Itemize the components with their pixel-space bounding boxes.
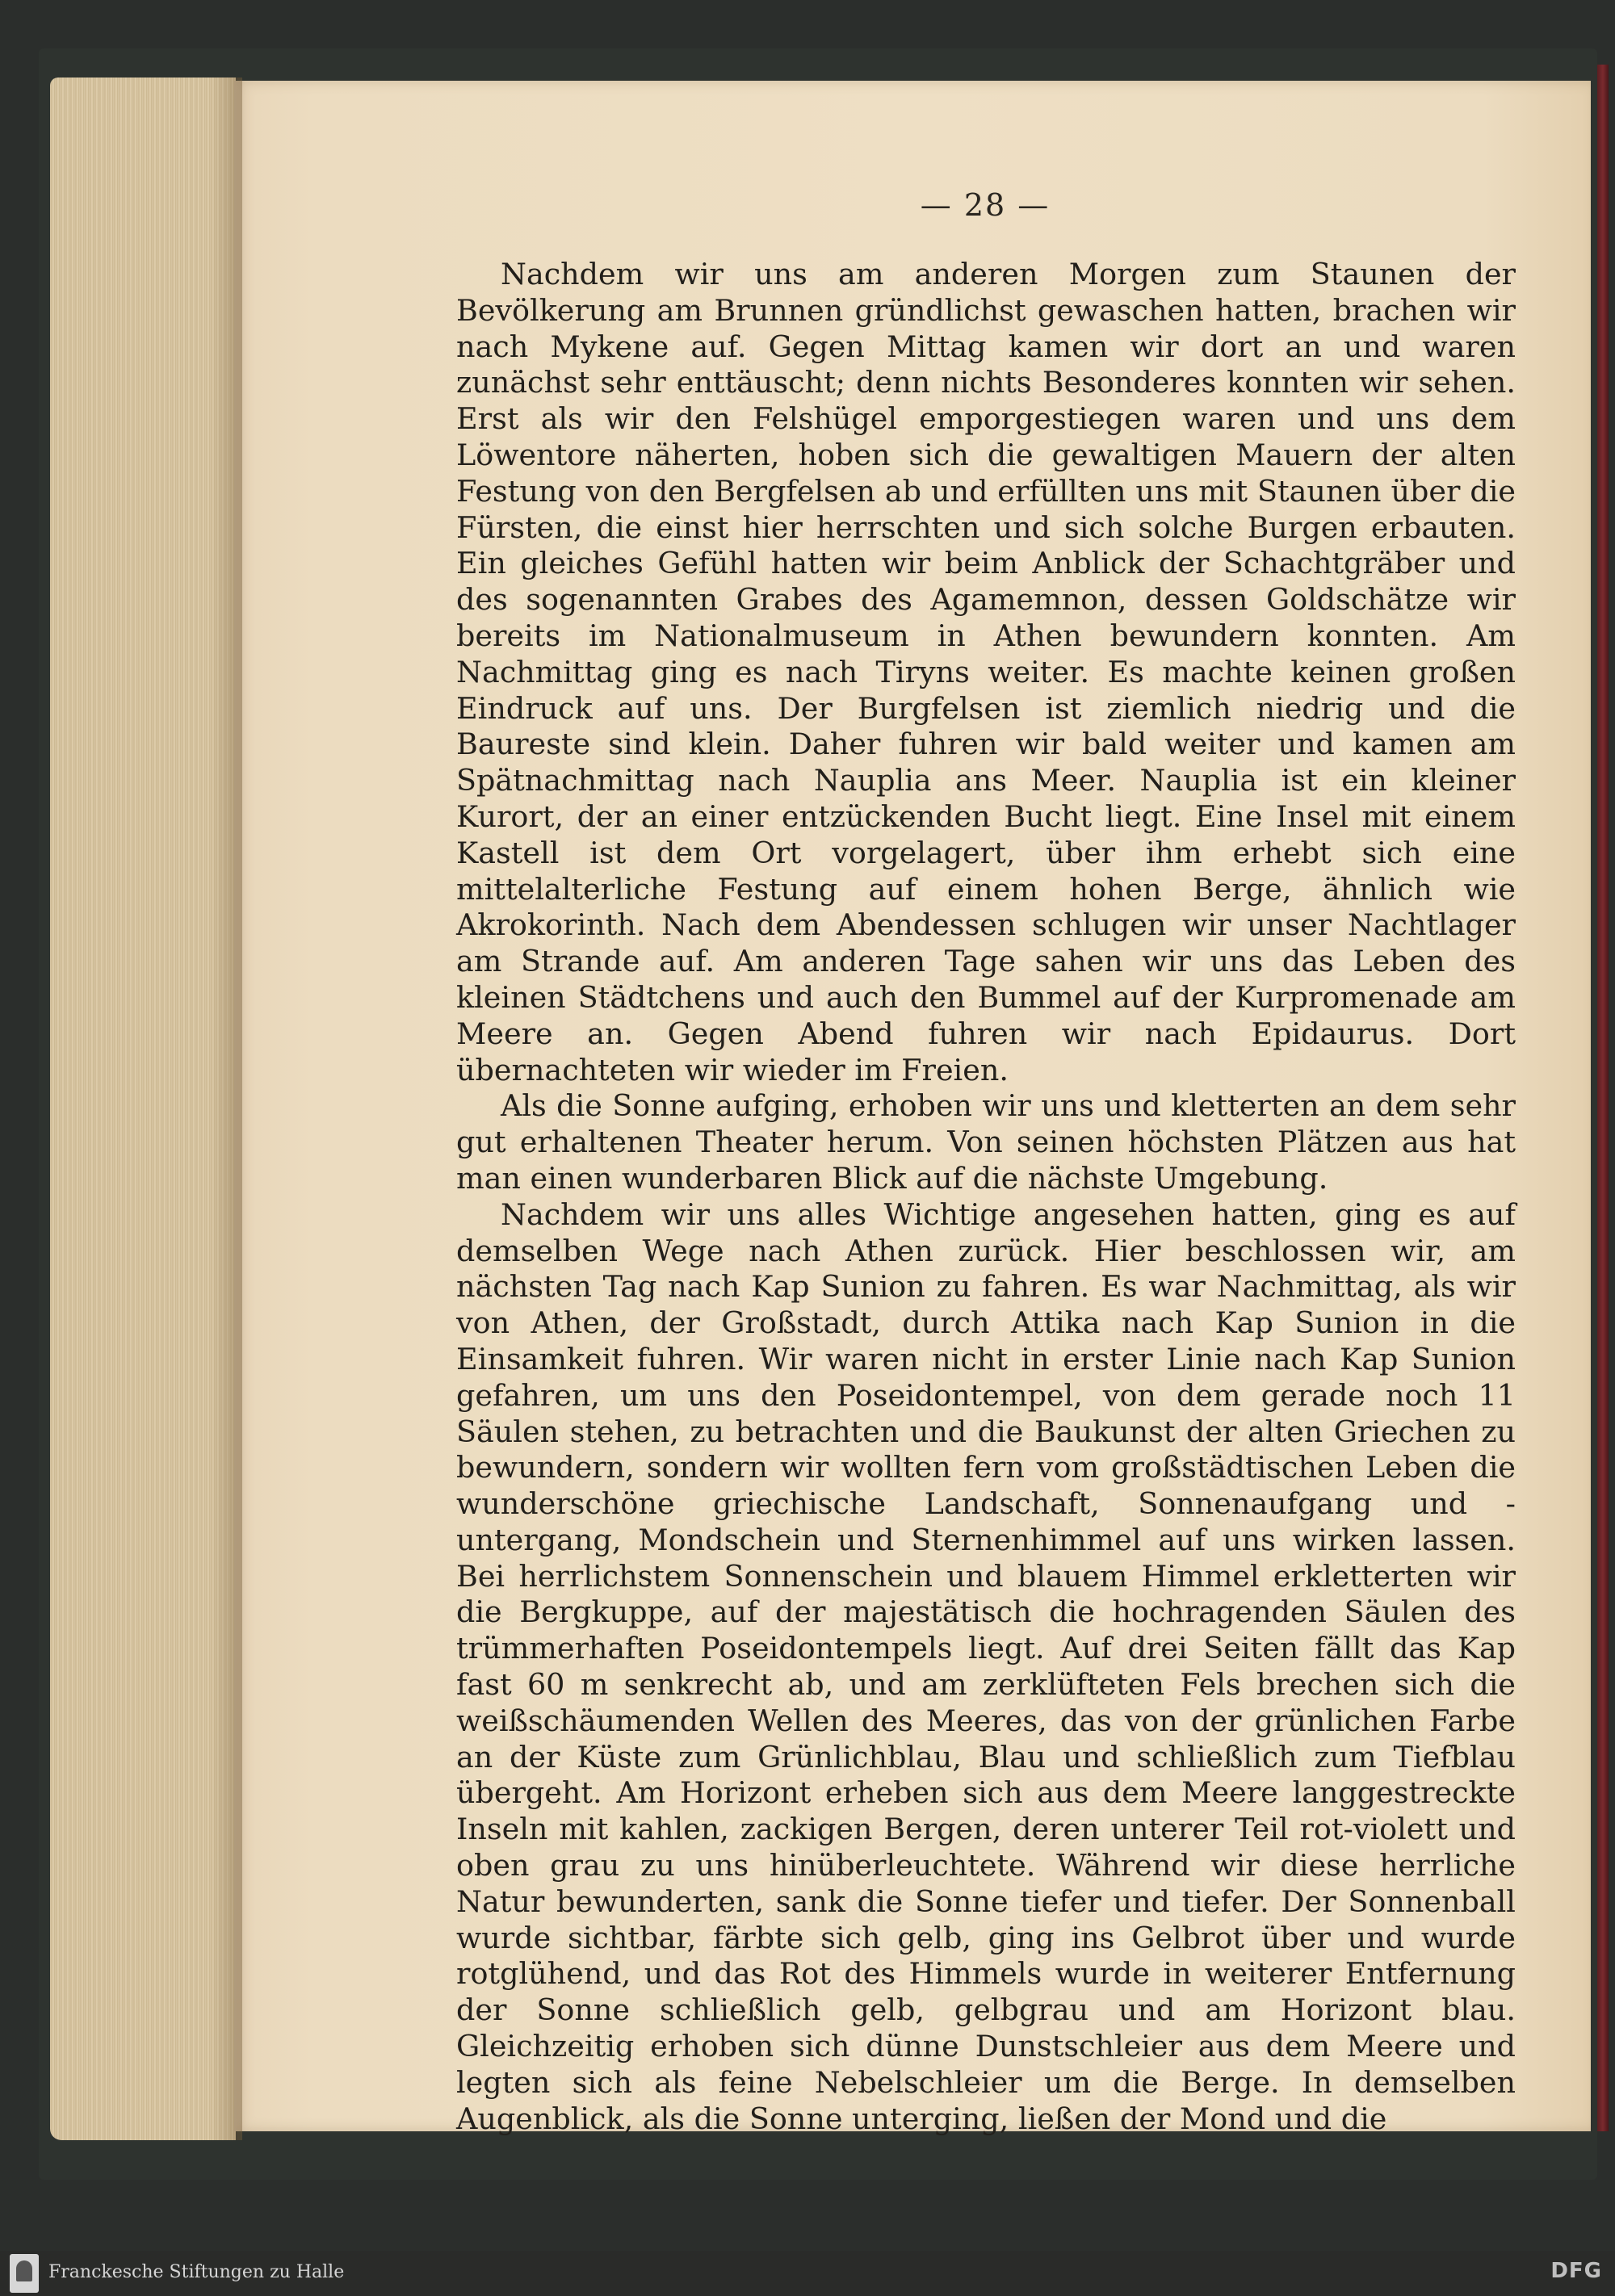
page-edges — [50, 78, 236, 2140]
institution-name: Franckesche Stiftungen zu Halle — [48, 2262, 345, 2282]
page-number: — 28 — — [920, 187, 1051, 223]
institution-logo-icon — [10, 2254, 39, 2293]
paragraph: Nachdem wir uns alles Wichtige angesehen hatten, ging es auf demselben Wege nach Athen zurück. Hier beschlossen wir, am nächsten Tag nach Kap Sunion zu fahren. Es war Nachmittag, als wir von Athen, der Großstadt, durch Attika nach Kap Sunion in die Einsamkeit fuhren. Wir waren nicht in erster Linie nach Kap Sunion gefahren, um uns den Poseidontempel, von dem gerade noch 11 Säulen stehen, zu betrachten und die Baukunst der alten Griechen zu bewundern, sondern wir wollten fern vom großstädtischen Leben die wunderschöne griechische Landschaft, Sonnenaufgang und -untergang, Mondschein und Sternenhimmel auf uns wirken lassen. Bei herrlichstem Sonnenschein und blauem Himmel erkletterten wir die Bergkuppe, auf der majestätisch die hochragenden Säulen des trümmerhaften Poseidontempels liegt. Auf drei Seiten fällt das Kap fast 60 m senkrecht ab, und am zerklüfteten Fels brechen sich die weißschäumenden Wellen des Meeres, das von der grünlichen Farbe an der Küste zum Grünlichblau, Blau und schließlich zum Tiefblau übergeht. Am Horizont erheben sich aus dem Meere langgestreckte Inseln mit kahlen, zackigen Bergen, deren unterer Teil rot-violett und oben grau zu uns hinüberleuchtete. Während wir diese herrliche Natur bewunderten, sank die Sonne tiefer und tiefer. Der Sonnenball wurde sichtbar, färbte sich gelb, ging ins Gelbrot über und wurde rotglühend, und das Rot des Himmels wurde in weiterer Entfernung der Sonne schließlich gelb, gelbgrau und am Horizont blau. Gleichzeitig erhoben sich dünne Dunstschleier aus dem Meere und legten sich als feine Nebelschleier um die Berge. In demselben Augenblick, als die Sonne unterging, ließen der Mond und die — [456, 1196, 1516, 2136]
book-spine-edge — [1597, 65, 1609, 2131]
gutter-shadow — [210, 78, 242, 2140]
dfg-logo: DFG — [1550, 2259, 1602, 2283]
paragraph: Nachdem wir uns am anderen Morgen zum Staunen der Bevölkerung am Brunnen gründlichst gewaschen hatten, brachen wir nach Mykene auf. Gegen Mittag kamen wir dort an und waren zunächst sehr enttäuscht; denn nichts Besonderes konnten wir sehen. Erst als wir den Felshügel emporgestiegen waren und uns dem Löwentore näherten, hoben sich die gewaltigen Mauern der alten Festung von den Bergfelsen ab und erfüllten uns mit Staunen über die Fürsten, die einst hier herrschten und sich solche Burgen erbauten. Ein gleiches Gefühl hatten wir beim Anblick der Schachtgräber und des sogenannten Grabes des Agamemnon, dessen Goldschätze wir bereits im Nationalmuseum in Athen bewundern konnten. Am Nachmittag ging es nach Tiryns weiter. Es machte keinen großen Eindruck auf uns. Der Burgfelsen ist ziemlich niedrig und die Baureste sind klein. Daher fuhren wir bald weiter und kamen am Spätnachmittag nach Nauplia ans Meer. Nauplia ist ein kleiner Kurort, der an einer entzückenden Bucht liegt. Eine Insel mit einem Kastell ist dem Ort vorgelagert, über ihm erhebt sich eine mittelalterliche Festung auf einem hohen Berge, ähnlich wie Akrokorinth. Nach dem Abendessen schlugen wir unser Nachtlager am Strande auf. Am anderen Tage sahen wir uns das Leben des kleinen Städtchens und auch den Bummel auf der Kurpromenade am Meere an. Gegen Abend fuhren wir nach Epidaurus. Dort übernachteten wir wieder im Freien. — [456, 257, 1516, 1087]
viewer-footer — [0, 2251, 1615, 2296]
body-text — [456, 257, 1516, 2137]
paragraph: Als die Sonne aufging, erhoben wir uns und kletterten an dem sehr gut erhaltenen Theater herum. Von seinen höchsten Plätzen aus hat man einen wunderbaren Blick auf die nächste Umgebung. — [456, 1088, 1516, 1196]
